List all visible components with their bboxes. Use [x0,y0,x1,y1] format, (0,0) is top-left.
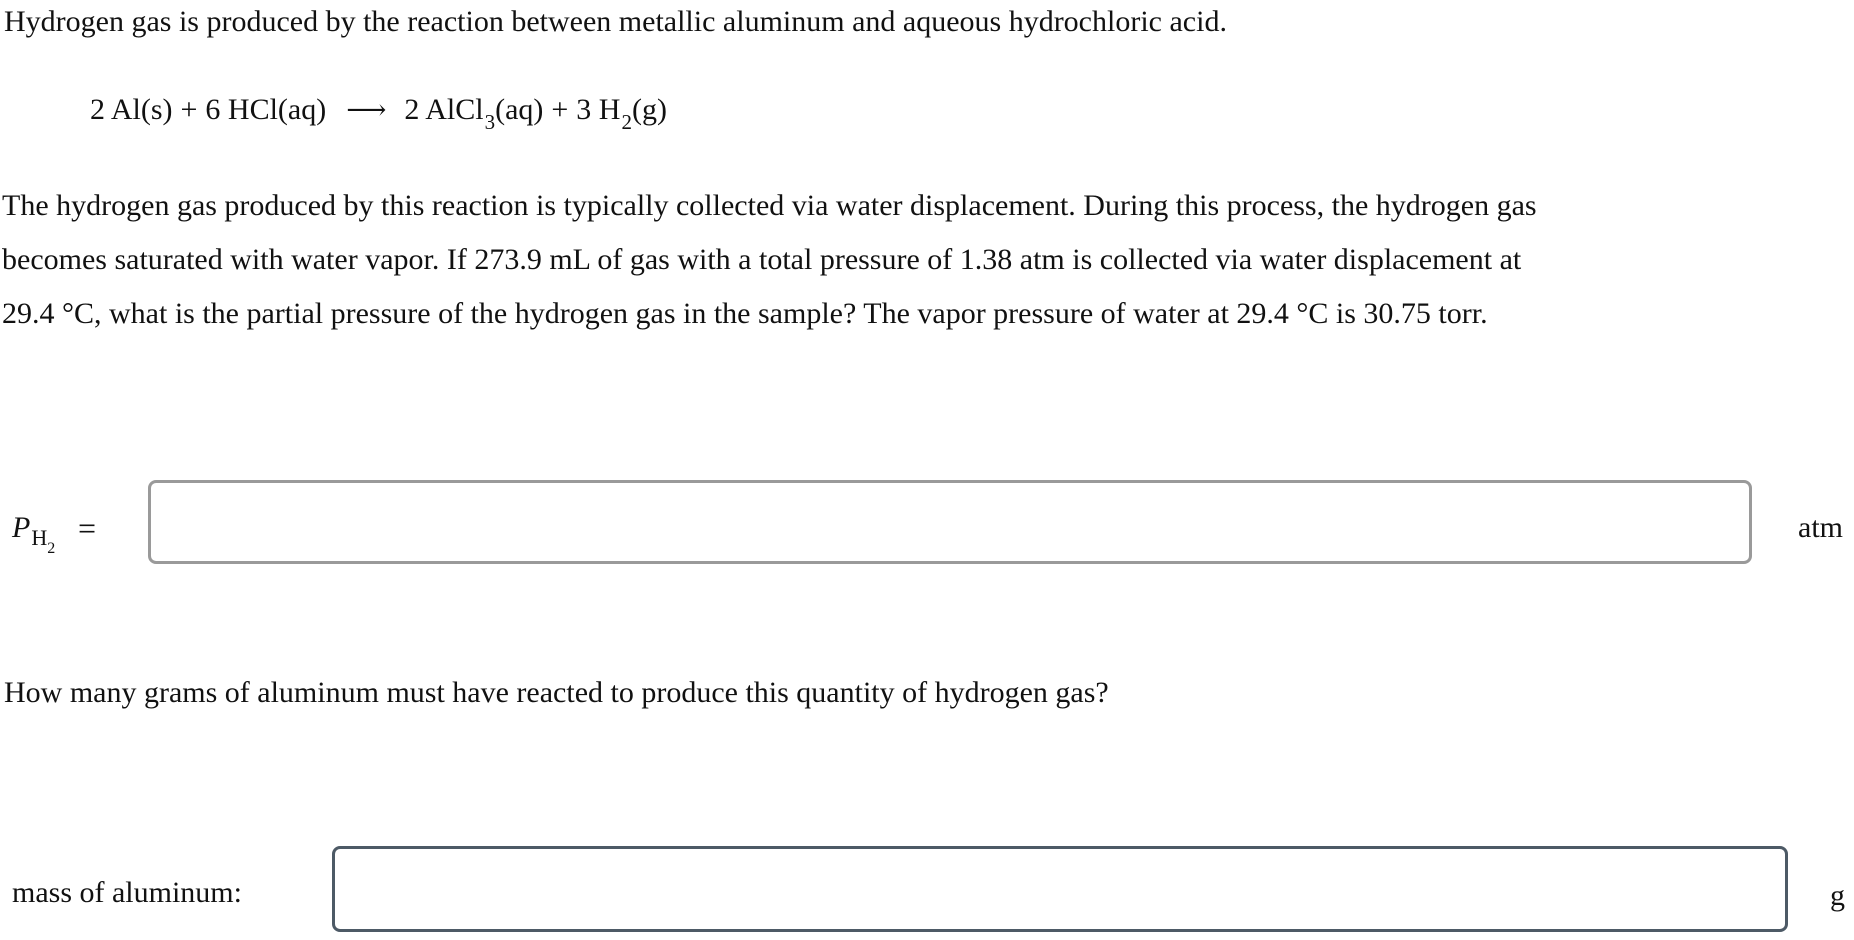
reactant-aluminum: 2 Al(s) [90,93,173,126]
pressure-symbol: P [12,511,31,544]
state-aq: (aq) [495,93,544,126]
reaction-arrow: ⟶ [346,95,385,126]
state-g: (g) [631,93,667,126]
partial-pressure-label [12,508,56,557]
reactant-hcl: 6 HCl(aq) [205,93,327,126]
problem-paragraph [2,179,1852,341]
subscript-h: H [31,525,48,550]
paragraph-line: The hydrogen gas produced by this reaction is typically collected via water displacement. During this process, the hydrogen gas [2,189,1537,222]
paragraph-line: 29.4 °C, what is the partial pressure of the hydrogen gas in the sample? The vapor pressure of water at 29.4 °C is 30.75 torr. [2,297,1488,330]
unit-atm: atm [1798,511,1843,544]
subscript-2: 2 [621,110,632,134]
partial-pressure-input[interactable] [148,480,1752,564]
aluminum-mass-question: How many grams of aluminum must have reacted to produce this quantity of hydrogen gas? [4,676,1109,709]
mass-label: mass of aluminum: [12,876,242,909]
plus-sign: + [180,93,198,126]
unit-grams: g [1830,879,1845,912]
plus-sign: + [551,93,569,126]
chemical-equation [90,90,667,132]
product-h2: 3 H [576,93,621,126]
aluminum-mass-input[interactable] [332,846,1788,932]
equals-sign: = [78,510,97,546]
subscript-3: 3 [484,110,496,134]
intro-text: Hydrogen gas is produced by the reaction between metallic aluminum and aqueous hydrochloric acid. [4,5,1227,38]
product-alcl3: 2 AlCl [404,93,484,126]
paragraph-line: becomes saturated with water vapor. If 273.9 mL of gas with a total pressure of 1.38 atm is collected via water displacement at [2,243,1522,276]
subscript-2: 2 [47,540,56,557]
